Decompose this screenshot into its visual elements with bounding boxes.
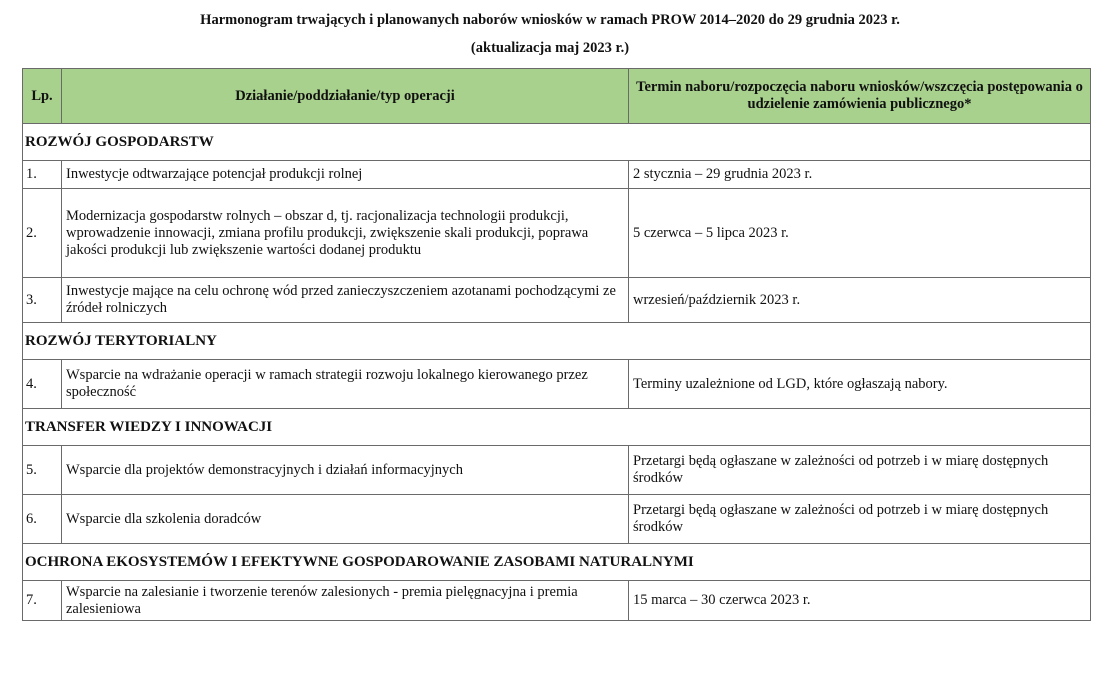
schedule-table — [22, 68, 1091, 621]
table-row — [23, 360, 1091, 409]
row-action: Inwestycje mające na celu ochronę wód przed zanieczyszczeniem azotanami pochodzącymi ze źródeł rolniczych — [62, 278, 629, 323]
header-term: Termin naboru/rozpoczęcia naboru wniosków/wszczęcia postępowania o udzielenie zamówienia publicznego* — [629, 69, 1091, 124]
row-term: wrzesień/październik 2023 r. — [629, 278, 1091, 323]
section-row — [23, 544, 1091, 581]
row-term: 5 czerwca – 5 lipca 2023 r. — [629, 189, 1091, 278]
table-row — [23, 278, 1091, 323]
section-title: ROZWÓJ TERYTORIALNY — [23, 323, 1091, 360]
document-subtitle: (aktualizacja maj 2023 r.) — [470, 40, 630, 56]
row-number: 3. — [23, 278, 62, 323]
table-row — [23, 161, 1091, 189]
table-row — [23, 189, 1091, 278]
row-term: 2 stycznia – 29 grudnia 2023 r. — [629, 161, 1091, 189]
row-action: Modernizacja gospodarstw rolnych – obszar d, tj. racjonalizacja technologii produkcji, wprowadzenie innowacji, zmiana profilu produkcji, zwiększenie skali produkcji, poprawa jakości produkcji lub zwiększenie wartości dodanej produktu — [62, 189, 629, 278]
section-row — [23, 409, 1091, 446]
row-term: Przetargi będą ogłaszane w zależności od potrzeb i w miarę dostępnych środków — [629, 446, 1091, 495]
table-row — [23, 495, 1091, 544]
row-term: Terminy uzależnione od LGD, które ogłaszają nabory. — [629, 360, 1091, 409]
table-row — [23, 446, 1091, 495]
row-term: 15 marca – 30 czerwca 2023 r. — [629, 581, 1091, 621]
table-row — [23, 581, 1091, 621]
table-header-row — [23, 69, 1091, 124]
row-number: 6. — [23, 495, 62, 544]
row-number: 4. — [23, 360, 62, 409]
header-lp: Lp. — [23, 69, 62, 124]
section-title: OCHRONA EKOSYSTEMÓW I EFEKTYWNE GOSPODAROWANIE ZASOBAMI NATURALNYMI — [23, 544, 1091, 581]
row-action: Wsparcie na zalesianie i tworzenie terenów zalesionych - premia pielęgnacyjna i premia zalesieniowa — [62, 581, 629, 621]
section-title: ROZWÓJ GOSPODARSTW — [23, 124, 1091, 161]
section-row — [23, 124, 1091, 161]
row-number: 1. — [23, 161, 62, 189]
header-action: Działanie/poddziałanie/typ operacji — [62, 69, 629, 124]
row-number: 7. — [23, 581, 62, 621]
row-action: Wsparcie na wdrażanie operacji w ramach strategii rozwoju lokalnego kierowanego przez społeczność — [62, 360, 629, 409]
row-action: Wsparcie dla szkolenia doradców — [62, 495, 629, 544]
section-title: TRANSFER WIEDZY I INNOWACJI — [23, 409, 1091, 446]
row-action: Wsparcie dla projektów demonstracyjnych i działań informacyjnych — [62, 446, 629, 495]
section-row — [23, 323, 1091, 360]
document-title: Harmonogram trwających i planowanych naborów wniosków w ramach PROW 2014–2020 do 29 grudnia 2023 r. — [200, 12, 900, 28]
row-number: 2. — [23, 189, 62, 278]
row-action: Inwestycje odtwarzające potencjał produkcji rolnej — [62, 161, 629, 189]
row-term: Przetargi będą ogłaszane w zależności od potrzeb i w miarę dostępnych środków — [629, 495, 1091, 544]
row-number: 5. — [23, 446, 62, 495]
